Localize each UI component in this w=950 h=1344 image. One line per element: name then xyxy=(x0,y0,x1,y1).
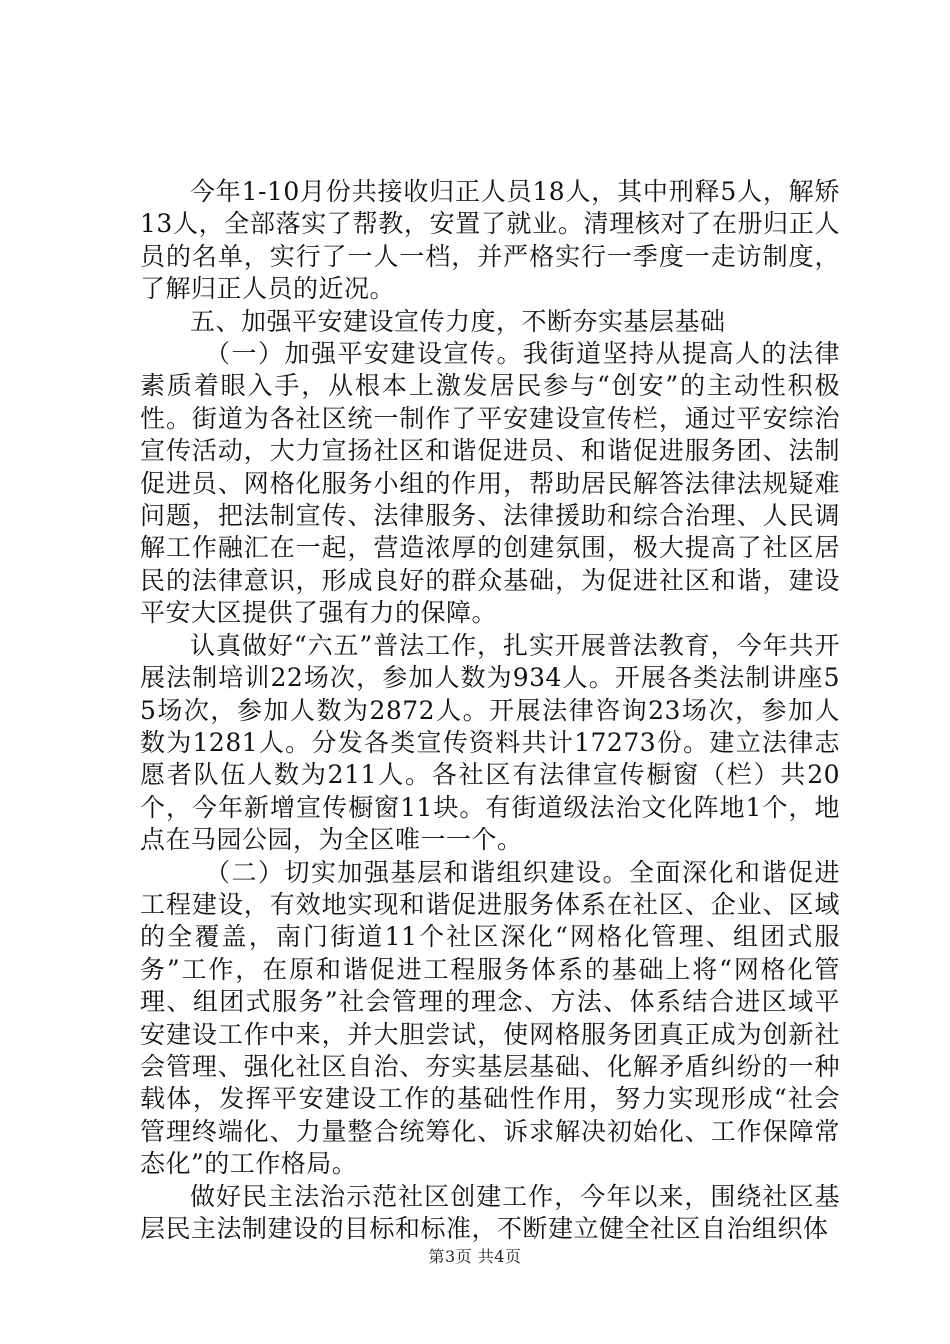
paragraph-publicity: （一）加强平安建设宣传。我街道坚持从提高人的法律素质着眼入手，从根本上激发居民参与“创安”的主动性积极性。街道为各社区统一制作了平安建设宣传栏，通过平安综治宣传活动，大力宣扬社区和谐促进员、和谐促进服务团、法制促进员、网格化服务小组的作用，帮助居民解答法律法规疑难问题，把法制宣传、法律服务、法律援助和综合治理、人民调解工作融汇在一起，营造浓厚的创建氛围，极大提高了社区居民的法律意识，形成良好的群众基础，为促进社区和谐，建设平安大区提供了强有力的保障。 xyxy=(140,339,840,628)
paragraph-returnees: 今年1-10月份共接收归正人员18人，其中刑释5人，解矫13人，全部落实了帮教，安置了就业。清理核对了在册归正人员的名单，实行了一人一档，并严格实行一季度一走访制度，了解归正人员的近况。 xyxy=(140,177,840,304)
paragraph-democracy-rule-of-law: 做好民主法治示范社区创建工作，今年以来，围绕社区基层民主法制建设的目标和标准，不断建立健全社区自治组织体 xyxy=(140,1181,840,1243)
document-body xyxy=(140,176,840,1245)
page-footer: 第3页 共4页 xyxy=(428,1247,522,1266)
paragraph-legal-education: 认真做好“六五”普法工作，扎实开展普法教育，今年共开展法制培训22场次，参加人数为934人。开展各类法制讲座55场次，参加人数为2872人。开展法律咨询23场次，参加人数为1281人。分发各类宣传资料共计17273份。建立法律志愿者队伍人数为211人。各社区有法律宣传橱窗（栏）共20个，今年新增宣传橱窗11块。有街道级法治文化阵地1个，地点在马园公园，为全区唯一一个。 xyxy=(140,630,840,855)
paragraph-harmony-organization: （二）切实加强基层和谐组织建设。全面深化和谐促进工程建设，有效地实现和谐促进服务体系在社区、企业、区域的全覆盖，南门街道11个社区深化“网格化管理、组团式服务”工作，在原和谐促进工程服务体系的基础上将“网格化管理、组团式服务”社会管理的理念、方法、体系结合进区域平安建设工作中来，并大胆尝试，使网格服务团真正成为创新社会管理、强化社区自治、夯实基层基础、化解矛盾纠纷的一种载体，发挥平安建设工作的基础性作用，努力实现形成“社会管理终端化、力量整合统筹化、诉求解决初始化、工作保障常态化”的工作格局。 xyxy=(140,857,840,1179)
section-heading-five: 五、加强平安建设宣传力度，不断夯实基层基础 xyxy=(190,306,726,336)
